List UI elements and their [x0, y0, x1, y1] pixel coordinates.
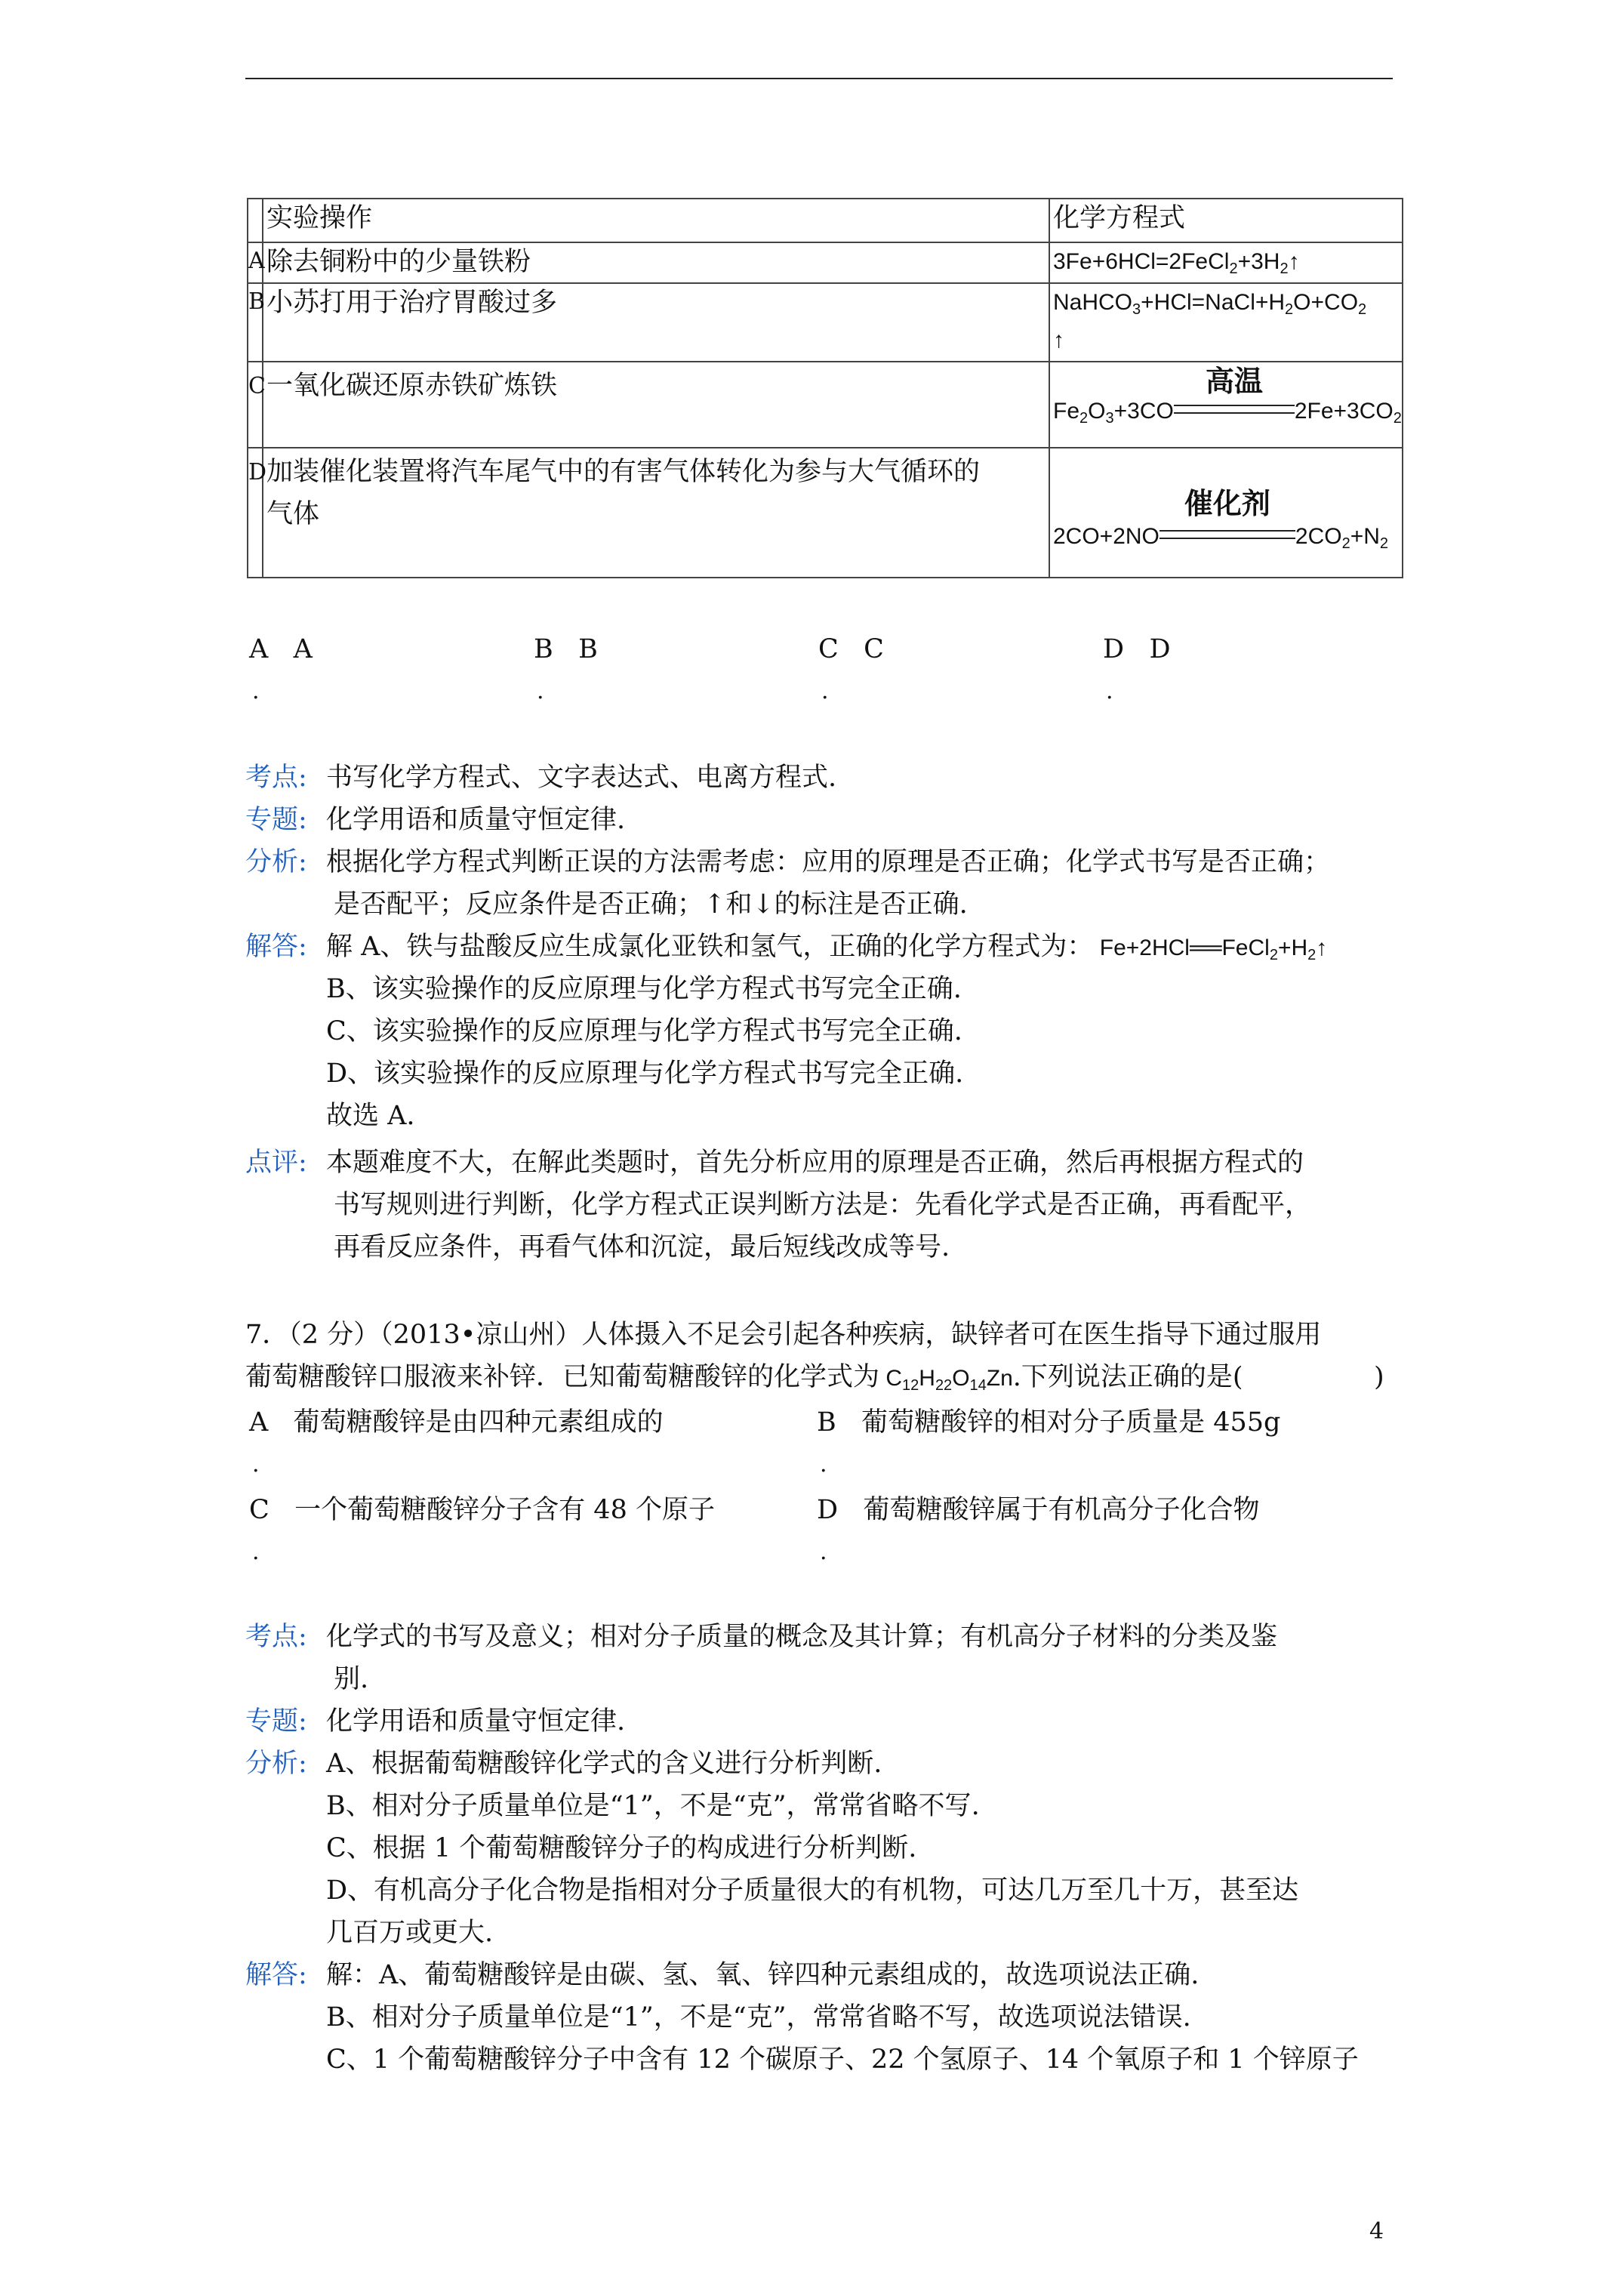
option-text: 葡萄糖酸锌是由四种元素组成的: [293, 1407, 664, 1438]
fenxi-text: D、有机高分子化合物是指相对分子质量很大的有机物，可达几万至几十万，甚至达: [326, 1875, 1299, 1906]
equation-c: $Fe_2O_3+3CO$ 高温 $2Fe+3CO_2$: [1050, 362, 1402, 430]
jieda-text: 解 A、铁与盐酸反应生成氯化亚铁和氢气，正确的化学方程式为：: [326, 932, 1094, 962]
zhuanti-text: 化学用语和质量守恒定律.: [326, 805, 626, 835]
table-row: [248, 283, 1403, 362]
condition-catalyst: 催化剂: [1184, 487, 1270, 520]
option-dot: .: [820, 1451, 827, 1478]
jieda-text: 故选 A.: [326, 1101, 415, 1131]
fenxi-label: 分析:: [245, 1749, 307, 1779]
zhuanti-label: 专题:: [245, 805, 307, 835]
row-label: C: [248, 373, 266, 399]
option-dot: .: [252, 1539, 260, 1565]
table-cell: [248, 242, 263, 283]
table-cell: [263, 199, 1049, 242]
option-text: D: [1149, 634, 1171, 664]
table-cell: [248, 199, 263, 242]
dianping-text: 书写规则进行判断，化学方程式正误判断方法是：先看化学式是否正确，再看配平，: [334, 1190, 1312, 1220]
q7-stem-text: .下列说法正确的是(: [1012, 1362, 1243, 1392]
gas-arrow: ↑: [1053, 328, 1064, 353]
q7-option-a: [249, 1401, 664, 1444]
condition-high-temp: 高温: [1205, 365, 1263, 398]
option-letter: B: [534, 634, 553, 664]
q7-stem: 7．（2 分）（2013•凉山州）人体摄入不足会引起各种疾病，缺锌者可在医生指导下通过服用: [245, 1320, 1322, 1350]
kaodian-text: 书写化学方程式、文字表达式、电离方程式.: [326, 763, 837, 793]
equation-d: 2CO+2NO 催化剂 $2CO_2+N_2$: [1050, 448, 1402, 556]
correct-equation: $Fe+2HCl══FeCl_2+H_2↑$: [1093, 935, 1328, 963]
option-letter: B: [817, 1407, 836, 1438]
table-header-row: [248, 199, 1403, 242]
table-cell: [1049, 362, 1403, 448]
jieda-label: 解答:: [245, 1960, 307, 1990]
option-text: 一个葡萄糖酸锌分子含有 48 个原子: [294, 1495, 715, 1525]
operation-text: 一氧化碳还原赤铁矿炼铁: [266, 371, 558, 401]
table-cell: [1049, 242, 1403, 283]
jieda-text: C、1 个葡萄糖酸锌分子中含有 12 个碳原子、22 个氢原子、14 个氧原子和 1 个锌原子: [326, 2045, 1359, 2075]
zhuanti-label: 专题:: [245, 1706, 307, 1737]
table-cell: [263, 362, 1049, 448]
q6-option-a: [249, 628, 313, 670]
zhuanti-text: 化学用语和质量守恒定律.: [326, 1706, 626, 1737]
kaodian-label: 考点:: [245, 1622, 307, 1652]
q7-option-d: [817, 1489, 1259, 1531]
option-letter: A: [249, 1407, 269, 1438]
fenxi-text: 根据化学方程式判断正误的方法需考虑：应用的原理是否正确；化学式书写是否正确；: [326, 847, 1331, 877]
row-label: A: [248, 248, 265, 274]
jieda-text: B、相对分子质量单位是“1”，不是“克”，常常省略不写，故选项说法错误.: [326, 2002, 1191, 2032]
fenxi-label: 分析:: [245, 847, 307, 877]
option-dot: .: [252, 1451, 260, 1478]
option-text: A: [293, 634, 313, 664]
q7-stem-text: 葡萄糖酸锌口服液来补锌．已知葡萄糖酸锌的化学式为: [245, 1362, 880, 1392]
equation-header: 化学方程式: [1053, 203, 1186, 233]
table-row: [248, 362, 1403, 448]
table-cell: [248, 362, 266, 448]
table-row: [248, 448, 1403, 578]
option-letter: C: [818, 634, 839, 664]
fenxi-text: B、相对分子质量单位是“1”，不是“克”，常常省略不写.: [326, 1791, 980, 1821]
operation-text: 除去铜粉中的少量铁粉: [266, 247, 531, 277]
table-cell: [1049, 448, 1403, 578]
kaodian-label: 考点:: [245, 763, 307, 793]
option-letter: A: [249, 634, 269, 664]
table-row: [248, 242, 1403, 283]
table-cell: [248, 283, 266, 362]
equation-a: $3Fe+6HCl=2FeCl_2+3H_2↑$: [1053, 249, 1300, 277]
kaodian-text: 化学式的书写及意义；相对分子质量的概念及其计算；有机高分子材料的分类及鉴: [326, 1622, 1278, 1652]
q7-option-b: [817, 1401, 1280, 1444]
q7-option-c: [249, 1489, 715, 1531]
q7-stem-paren: ): [1374, 1362, 1384, 1392]
fenxi-text: 是否配平；反应条件是否正确；↑和↓的标注是否正确.: [334, 889, 968, 920]
option-letter: C: [249, 1495, 269, 1525]
table-cell: [1049, 283, 1403, 362]
q6-option-c: [818, 628, 884, 670]
table-cell: [1049, 199, 1403, 242]
kaodian-text: 别.: [334, 1664, 369, 1694]
jieda-text: B、该实验操作的反应原理与化学方程式书写完全正确.: [326, 974, 962, 1004]
table-cell: [248, 448, 267, 578]
dianping-text: 再看反应条件，再看气体和沉淀，最后短线改成等号.: [334, 1232, 950, 1262]
jieda-text: C、该实验操作的反应原理与化学方程式书写完全正确.: [326, 1016, 962, 1046]
table-cell: [263, 242, 1049, 283]
jieda-text: D、该实验操作的反应原理与化学方程式书写完全正确.: [326, 1059, 964, 1089]
option-text: 葡萄糖酸锌属于有机高分子化合物: [863, 1495, 1260, 1525]
option-text: C: [864, 634, 884, 664]
jieda-text: 解：A、葡萄糖酸锌是由碳、氢、氧、锌四种元素组成的，故选项说法正确.: [326, 1960, 1200, 1990]
operation-text: 小苏打用于治疗胃酸过多: [266, 288, 558, 318]
option-dot: .: [252, 678, 260, 704]
fenxi-text: C、根据 1 个葡萄糖酸锌分子的构成进行分析判断.: [326, 1833, 917, 1863]
row-label: D: [248, 459, 267, 485]
q6-option-d: [1103, 628, 1171, 670]
operation-header: 实验操作: [266, 203, 373, 233]
q6-option-b: [534, 628, 598, 670]
option-text: 葡萄糖酸锌的相对分子质量是 455g: [861, 1407, 1281, 1438]
option-text: B: [578, 634, 598, 664]
dianping-text: 本题难度不大，在解此类题时，首先分析应用的原理是否正确，然后再根据方程式的: [326, 1148, 1304, 1178]
jieda-label: 解答:: [245, 932, 307, 962]
operation-text: 气体: [266, 499, 320, 529]
row-label: B: [248, 288, 266, 315]
reaction-table: [247, 198, 1403, 578]
option-dot: .: [537, 678, 544, 704]
formula: $C_{12}H_{22}O_{14}Zn$: [879, 1366, 1013, 1394]
operation-text: 加装催化装置将汽车尾气中的有害气体转化为参与大气循环的: [266, 457, 981, 487]
dianping-label: 点评:: [245, 1148, 307, 1178]
option-letter: D: [817, 1495, 839, 1525]
option-dot: .: [821, 678, 829, 704]
table-cell: [263, 283, 1049, 362]
fenxi-text: 几百万或更大.: [326, 1918, 494, 1948]
q7-stem: [245, 1356, 1243, 1400]
jieda-line: [326, 926, 1327, 969]
page-number: 4: [1369, 2218, 1384, 2245]
option-dot: .: [820, 1539, 827, 1565]
header-rule: [245, 78, 1393, 79]
option-letter: D: [1103, 634, 1125, 664]
equation-b: $NaHCO_3+HCl=NaCl+H_2O+CO_2$: [1053, 290, 1367, 318]
table-cell: [263, 448, 1049, 578]
option-dot: .: [1106, 678, 1113, 704]
fenxi-text: A、根据葡萄糖酸锌化学式的含义进行分析判断.: [326, 1749, 882, 1779]
